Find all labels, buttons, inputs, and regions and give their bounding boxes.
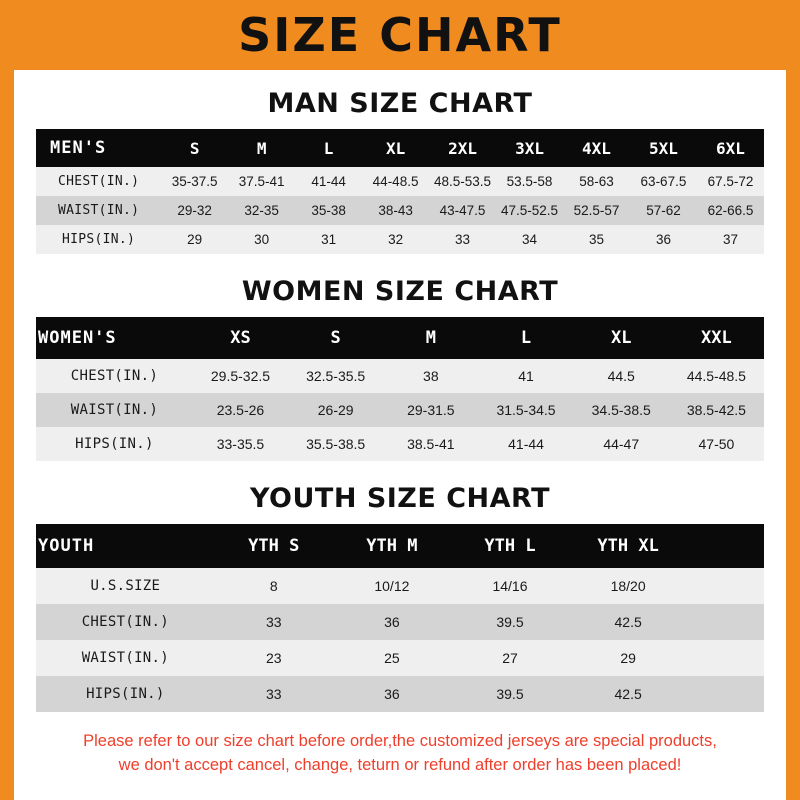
cell: 33-35.5: [216, 436, 265, 452]
col-header-spacer: [687, 524, 764, 568]
col-header-xxl: XXL: [701, 328, 732, 348]
cell: 29.5-32.5: [210, 368, 271, 384]
cell: 44.5: [607, 368, 635, 384]
table-row: [36, 427, 764, 461]
cell: 38-43: [378, 203, 413, 218]
youth-size-table: [36, 524, 764, 712]
cell: 8: [269, 578, 278, 594]
row-label-hips: HIPS(IN.): [75, 436, 154, 452]
table-header-row: [36, 317, 764, 359]
order-notice: [36, 730, 764, 778]
cell: 33: [265, 686, 282, 702]
cell: 26-29: [317, 402, 354, 418]
table-row: [36, 225, 764, 254]
col-header-xs: XS: [230, 328, 251, 348]
banner: [0, 0, 800, 70]
row-label-hips: HIPS(IN.): [86, 686, 165, 702]
cell: 29: [187, 232, 203, 247]
row-label-hips: HIPS(IN.): [62, 232, 136, 247]
col-header-yth-xl: YTH XL: [597, 536, 659, 556]
cell-spacer: [687, 568, 764, 604]
cell: 38: [423, 368, 439, 384]
cell: 42.5: [614, 686, 642, 702]
row-label-waist: WAIST(IN.): [81, 650, 169, 666]
table-row: [36, 393, 764, 427]
order-notice-line-2: we don't accept cancel, change, teturn or refund after order has been placed!: [118, 755, 682, 774]
cell: 62-66.5: [707, 203, 754, 218]
row-label-chest: CHEST(IN.): [57, 174, 140, 189]
cell: 48.5-53.5: [434, 174, 492, 189]
col-header-yth-m: YTH M: [366, 536, 418, 556]
cell: 30: [254, 232, 270, 247]
cell: 32.5-35.5: [306, 368, 366, 384]
cell: 39.5: [496, 686, 524, 702]
cell: 41-44: [311, 174, 346, 189]
table-row: [36, 167, 764, 196]
row-label-chest: CHEST(IN.): [70, 368, 159, 384]
cell: 27: [502, 650, 518, 666]
cell: 36: [384, 686, 400, 702]
cell: 47.5-52.5: [500, 203, 559, 218]
cell: 36: [384, 614, 400, 630]
cell: 33: [455, 232, 471, 247]
cell: 63-67.5: [640, 174, 687, 189]
col-header-m: M: [425, 328, 436, 348]
cell: 31.5-34.5: [496, 402, 556, 418]
women-size-chart-section: [14, 276, 786, 461]
col-header-s: S: [189, 138, 200, 158]
cell: 38.5-41: [407, 436, 455, 452]
cell: 47-50: [698, 436, 735, 452]
row-label-waist: WAIST(IN.): [57, 203, 140, 218]
cell: 44.5-48.5: [686, 368, 746, 384]
col-header-mens: MEN'S: [50, 138, 107, 158]
youth-size-chart-title: YOUTH SIZE CHART: [249, 483, 551, 514]
col-header-3xl: 3XL: [515, 138, 544, 158]
col-header-l: L: [520, 328, 532, 348]
col-header-4xl: 4XL: [582, 138, 611, 158]
row-label-chest: CHEST(IN.): [81, 614, 169, 630]
order-notice-line-1: Please refer to our size chart before order,the customized jerseys are special products,: [83, 732, 717, 750]
cell: 36: [655, 232, 671, 247]
cell: 32: [388, 232, 404, 247]
man-table-header: [36, 129, 764, 167]
cell-spacer: [687, 676, 764, 712]
col-header-6xl: 6XL: [716, 138, 745, 158]
cell: 25: [384, 650, 400, 666]
cell: 41-44: [508, 436, 544, 452]
col-header-2xl: 2XL: [448, 138, 477, 158]
table-row: [36, 676, 764, 712]
cell: 37: [722, 232, 738, 247]
cell: 29-32: [177, 203, 212, 218]
cell: 52.5-57: [573, 203, 620, 218]
cell: 23: [265, 650, 282, 666]
women-table-header: [36, 317, 764, 359]
cell: 35-37.5: [171, 174, 218, 189]
col-header-yth-l: YTH L: [484, 536, 536, 556]
row-label-us-size: U.S.SIZE: [90, 578, 161, 594]
cell-spacer: [687, 640, 764, 676]
cell: 44-48.5: [372, 174, 419, 189]
cell: 35-38: [311, 203, 346, 218]
table-row: [36, 604, 764, 640]
banner-title: SIZE CHART: [238, 8, 562, 62]
col-header-xl: XL: [385, 138, 406, 158]
col-header-m: M: [256, 138, 267, 158]
man-table-body: [36, 167, 764, 254]
table-row: [36, 568, 764, 604]
cell: 33: [265, 614, 282, 630]
table-row: [36, 640, 764, 676]
cell: 29-31.5: [407, 402, 455, 418]
women-table-body: [36, 359, 764, 461]
cell-spacer: [687, 604, 764, 640]
cell: 42.5: [614, 614, 642, 630]
cell: 53.5-58: [506, 174, 553, 189]
youth-table-header: [36, 524, 764, 568]
col-header-s: S: [330, 328, 341, 348]
cell: 39.5: [496, 614, 524, 630]
cell: 34.5-38.5: [591, 402, 651, 418]
cell: 58-63: [579, 174, 614, 189]
cell: 44-47: [603, 436, 640, 452]
cell: 23.5-26: [216, 402, 265, 418]
cell: 18/20: [610, 578, 646, 594]
women-size-table: [36, 317, 764, 461]
table-header-row: [36, 129, 764, 167]
col-header-5xl: 5XL: [649, 138, 678, 158]
col-header-xl: XL: [610, 328, 632, 348]
cell: 37.5-41: [238, 174, 285, 189]
man-size-table: [36, 129, 764, 254]
cell: 57-62: [646, 203, 681, 218]
table-row: [36, 196, 764, 225]
table-header-row: [36, 524, 764, 568]
row-label-waist: WAIST(IN.): [70, 402, 159, 418]
women-size-chart-title: WOMEN SIZE CHART: [241, 276, 559, 307]
cell: 10/12: [374, 578, 410, 594]
cell: 29: [620, 650, 636, 666]
cell: 14/16: [492, 578, 528, 594]
cell: 31: [321, 232, 337, 247]
cell: 35: [588, 232, 604, 247]
cell: 32-35: [244, 203, 279, 218]
youth-size-chart-section: [14, 483, 786, 712]
table-row: [36, 359, 764, 393]
cell: 35.5-38.5: [306, 436, 366, 452]
col-header-yth-s: YTH S: [248, 536, 300, 556]
col-header-l: L: [323, 138, 334, 158]
cell: 34: [522, 232, 538, 247]
col-header-womens: WOMEN'S: [38, 328, 117, 348]
cell: 67.5-72: [707, 174, 754, 189]
man-size-chart-section: [14, 88, 786, 254]
cell: 38.5-42.5: [686, 402, 746, 418]
youth-table-body: [36, 568, 764, 712]
cell: 41: [518, 368, 534, 384]
man-size-chart-title: MAN SIZE CHART: [267, 88, 533, 119]
col-header-youth: YOUTH: [38, 536, 95, 556]
cell: 43-47.5: [439, 203, 486, 218]
